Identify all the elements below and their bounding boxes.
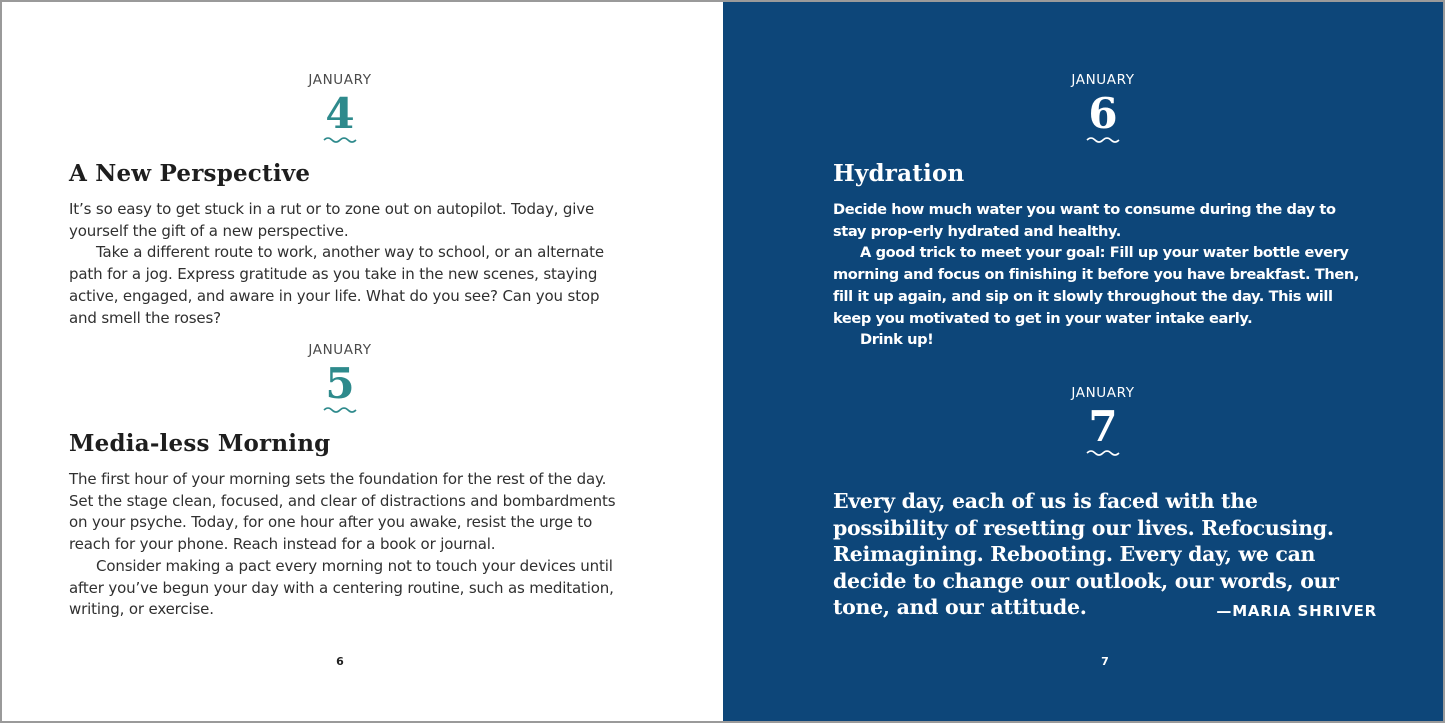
entry-body [69,469,629,621]
entry-body [69,199,629,329]
month-label: JANUARY [1071,385,1135,401]
date-header-jan-6 [1023,72,1183,144]
paragraph: A good trick to meet your goal: Fill up your water bottle every morning and focus on finishing it before you have breakfast. Then, fill it up again, and sip on it slowly throughout the day. This will keep you motivated to get in your water intake early. [833,244,1359,327]
quote-text: Every day, each of us is faced with the possibility of resetting our lives. Refocusing. Reimagining. Rebooting. Every day, we can decide to change our outlook, our words, our tone, and our attitude. [833,489,1339,619]
entry-body [833,199,1373,351]
date-header-jan-5 [260,342,420,414]
entry-title: Hydration [833,160,965,187]
paragraph: Decide how much water you want to consume during the day to stay prop-erly hydrated and healthy. [833,201,1336,240]
paragraph: Consider making a pact every morning not to touch your devices until after you’ve begun your day with a centering routine, such as meditation, writing, or exercise. [69,556,614,619]
entry-title: Media-less Morning [69,430,331,457]
entry-title: A New Perspective [69,160,311,187]
day-number: 6 [1088,89,1118,138]
page-number: 6 [336,655,344,668]
paragraph: It’s so easy to get stuck in a rut or to zone out on autopilot. Today, give yourself the gift of a new perspective. [69,200,595,240]
paragraph: Take a different route to work, another way to school, or an alternate path for a jog. Express gratitude as you take in the new scenes, staying active, engaged, and aware in your life. What do you see? Can you stop and smell the roses? [69,243,604,327]
month-label: JANUARY [1071,72,1135,88]
month-label: JANUARY [308,342,372,358]
day-number: 5 [325,359,355,408]
right-page [723,2,1443,721]
month-label: JANUARY [308,72,372,88]
day-number: 7 [1088,402,1118,451]
date-header-jan-4 [260,72,420,144]
date-header-jan-7 [1023,385,1183,457]
book-spread [2,2,1443,721]
paragraph: Drink up! [860,331,934,349]
quote-attribution: —MARIA SHRIVER [1216,602,1377,620]
paragraph: The first hour of your morning sets the foundation for the rest of the day. Set the stage clean, focused, and clear of distractions and bombardments on your psyche. Today, for one hour after you awake, resist the urge to reach for your phone. Reach instead for a book or journal. [69,470,616,554]
left-page [2,2,723,721]
day-number: 4 [325,89,355,138]
page-number: 7 [1101,655,1109,668]
